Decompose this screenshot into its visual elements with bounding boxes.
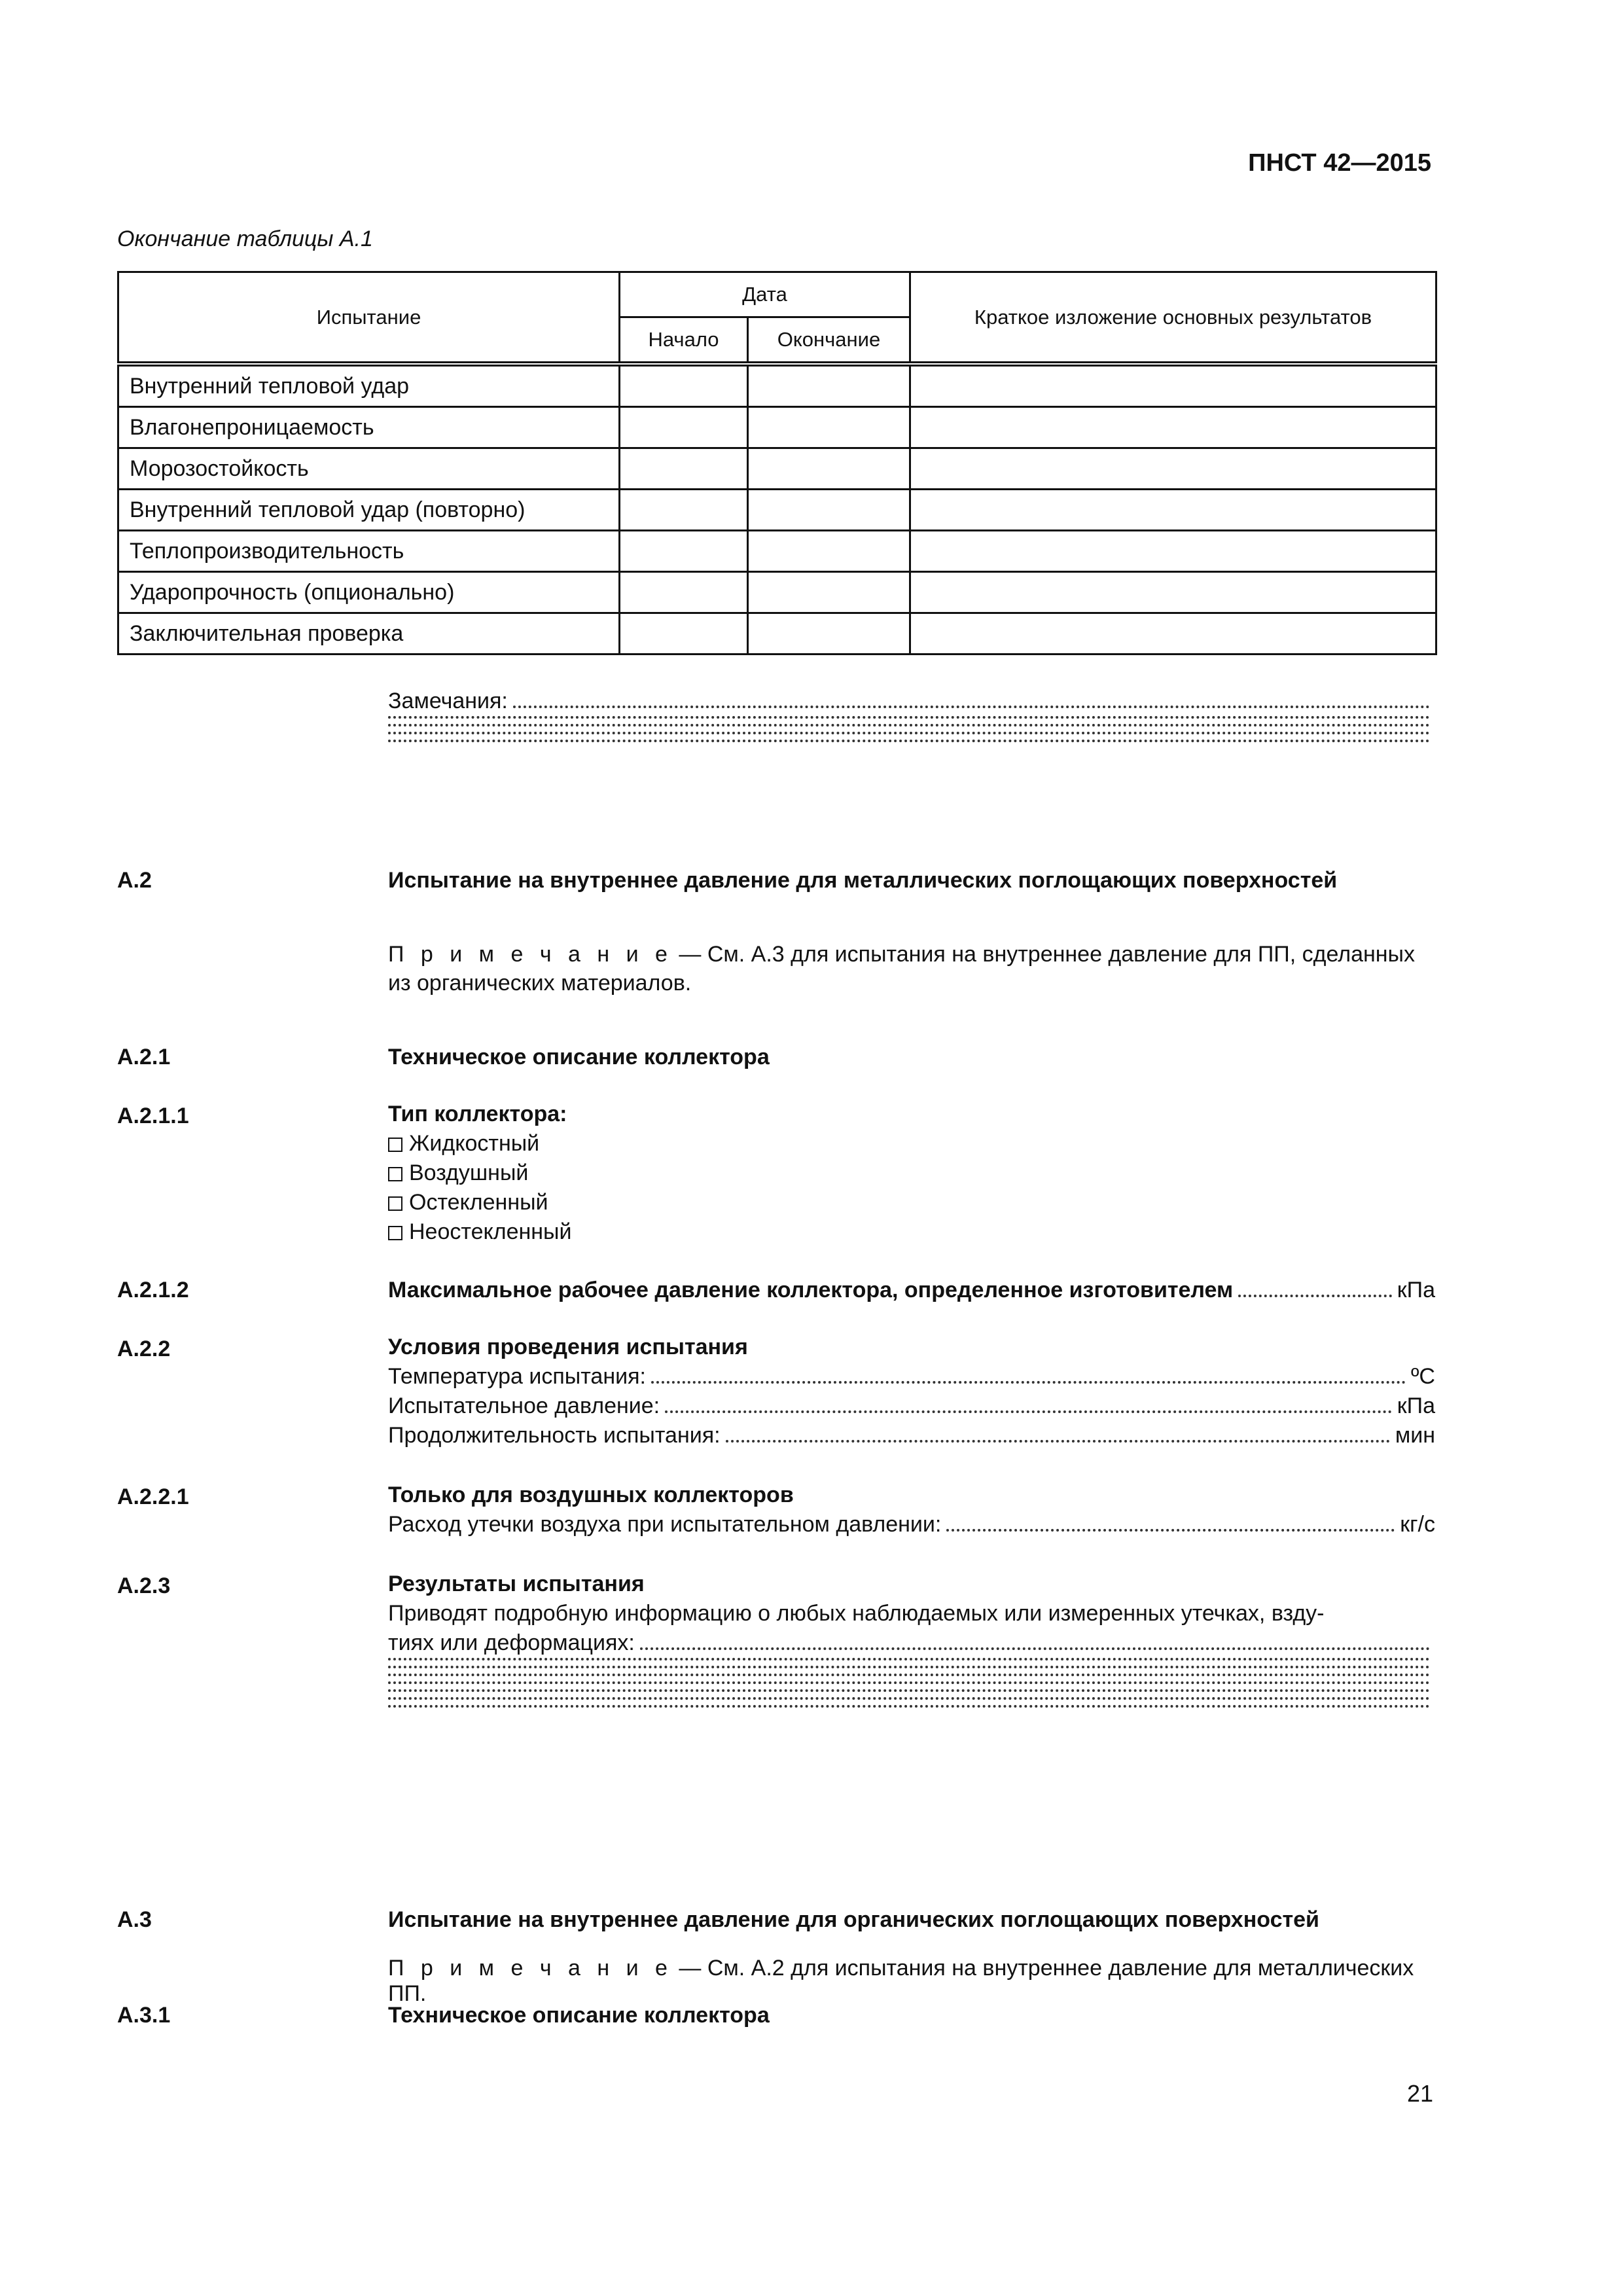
test-results-table bbox=[117, 271, 1437, 655]
col-header-summary: Краткое изложение основных результатов bbox=[910, 272, 1436, 365]
table-row bbox=[118, 572, 1436, 613]
section-title: Техническое описание коллектора bbox=[388, 2003, 770, 2028]
table-row bbox=[118, 490, 1436, 531]
col-header-end: Окончание bbox=[748, 317, 910, 365]
section-number: А.2.2 bbox=[117, 1336, 171, 1361]
section-title: Результаты испытания bbox=[388, 1571, 645, 1596]
max-pressure-line[interactable] bbox=[388, 1278, 1435, 1303]
test-results-block bbox=[388, 1570, 1435, 1713]
row-test-name: Теплопроизводительность bbox=[118, 531, 620, 572]
remarks-label: Замечания: bbox=[388, 689, 508, 713]
col-header-date: Дата bbox=[620, 272, 910, 317]
table-row bbox=[118, 407, 1436, 448]
section-number: А.2.1 bbox=[117, 1045, 171, 1069]
option-air[interactable]: Воздушный bbox=[388, 1158, 1435, 1188]
cell-start[interactable] bbox=[620, 490, 748, 531]
row-test-name: Влагонепроницаемость bbox=[118, 407, 620, 448]
note-label: П р и м е ч а н и е bbox=[388, 1956, 673, 1981]
section-note bbox=[388, 1956, 1435, 2007]
results-line[interactable] bbox=[388, 1681, 1435, 1689]
row-test-name: Ударопрочность (опционально) bbox=[118, 572, 620, 613]
cell-summary[interactable] bbox=[910, 572, 1436, 613]
checkbox[interactable] bbox=[388, 1167, 402, 1181]
results-line[interactable] bbox=[388, 1689, 1435, 1697]
duration-line[interactable]: Продолжительность испытания: мин bbox=[388, 1421, 1435, 1450]
remarks-line[interactable] bbox=[388, 732, 1435, 740]
option-liquid[interactable]: Жидкостный bbox=[388, 1129, 1435, 1158]
section-title: Испытание на внутреннее давление для органических поглощающих поверхностей bbox=[388, 1907, 1319, 1932]
section-note bbox=[388, 940, 1435, 997]
section-number: А.3 bbox=[117, 1907, 152, 1932]
section-number: А.2.1.1 bbox=[117, 1103, 189, 1128]
col-header-test: Испытание bbox=[118, 272, 620, 365]
results-line[interactable] bbox=[388, 1697, 1435, 1705]
section-title: Техническое описание коллектора bbox=[388, 1045, 770, 1069]
table-row bbox=[118, 448, 1436, 490]
cell-summary[interactable] bbox=[910, 531, 1436, 572]
remarks-line[interactable] bbox=[388, 724, 1435, 732]
cell-end[interactable] bbox=[748, 531, 910, 572]
cell-start[interactable] bbox=[620, 448, 748, 490]
row-test-name: Внутренний тепловой удар (повторно) bbox=[118, 490, 620, 531]
air-leak-line[interactable]: Расход утечки воздуха при испытательном давлении: кг/с bbox=[388, 1510, 1435, 1539]
section-number: А.2 bbox=[117, 868, 152, 893]
cell-start[interactable] bbox=[620, 572, 748, 613]
section-title: Только для воздушных коллекторов bbox=[388, 1482, 794, 1507]
section-title: Максимальное рабочее давление коллектора, определенное изготовителем bbox=[388, 1278, 1234, 1302]
section-title: Условия проведения испытания bbox=[388, 1335, 748, 1359]
note-text: — См. А.2 для испытания на внутреннее давление для металлических ПП. bbox=[388, 1956, 1414, 2006]
remarks-line[interactable] bbox=[388, 686, 1435, 716]
cell-end[interactable] bbox=[748, 407, 910, 448]
results-line[interactable] bbox=[388, 1705, 1435, 1713]
row-test-name: Внутренний тепловой удар bbox=[118, 364, 620, 407]
section-number: А.2.1.2 bbox=[117, 1278, 189, 1302]
remarks-line[interactable] bbox=[388, 740, 1435, 747]
unit-label: кПа bbox=[1397, 1393, 1435, 1418]
cell-summary[interactable] bbox=[910, 364, 1436, 407]
pressure-line[interactable]: Испытательное давление: кПа bbox=[388, 1391, 1435, 1421]
cell-start[interactable] bbox=[620, 364, 748, 407]
cell-start[interactable] bbox=[620, 407, 748, 448]
unit-label: кг/с bbox=[1400, 1512, 1435, 1537]
test-conditions-block bbox=[388, 1333, 1435, 1450]
cell-end[interactable] bbox=[748, 448, 910, 490]
cell-summary[interactable] bbox=[910, 448, 1436, 490]
cell-summary[interactable] bbox=[910, 613, 1436, 655]
col-header-start: Начало bbox=[620, 317, 748, 365]
remarks-line[interactable] bbox=[388, 716, 1435, 724]
table-row bbox=[118, 613, 1436, 655]
collector-type-block bbox=[388, 1100, 1435, 1247]
table-row bbox=[118, 364, 1436, 407]
option-glazed[interactable]: Остекленный bbox=[388, 1188, 1435, 1217]
checkbox[interactable] bbox=[388, 1226, 402, 1240]
note-text: — См. А.3 для испытания на внутреннее давление для ПП, сделанных из органических материалов. bbox=[388, 942, 1415, 996]
section-title: Тип коллектора: bbox=[388, 1102, 567, 1126]
results-line[interactable]: тиях или деформациях: bbox=[388, 1628, 1435, 1658]
unit-label: кПа bbox=[1397, 1278, 1435, 1302]
cell-end[interactable] bbox=[748, 613, 910, 655]
checkbox[interactable] bbox=[388, 1196, 402, 1211]
cell-end[interactable] bbox=[748, 572, 910, 613]
cell-start[interactable] bbox=[620, 613, 748, 655]
results-line[interactable] bbox=[388, 1674, 1435, 1681]
table-caption: Окончание таблицы А.1 bbox=[117, 226, 373, 251]
section-number: А.2.3 bbox=[117, 1573, 171, 1598]
checkbox[interactable] bbox=[388, 1138, 402, 1152]
row-test-name: Заключительная проверка bbox=[118, 613, 620, 655]
cell-summary[interactable] bbox=[910, 490, 1436, 531]
document-code: ПНСТ 42—2015 bbox=[1248, 149, 1431, 177]
table-row bbox=[118, 531, 1436, 572]
cell-start[interactable] bbox=[620, 531, 748, 572]
cell-end[interactable] bbox=[748, 490, 910, 531]
temperature-line[interactable]: Температура испытания: ºС bbox=[388, 1362, 1435, 1391]
results-line[interactable] bbox=[388, 1666, 1435, 1674]
air-collectors-block bbox=[388, 1480, 1435, 1539]
cell-summary[interactable] bbox=[910, 407, 1436, 448]
results-instruction: Приводят подробную информацию о любых наблюдаемых или измеренных утечках, взду- bbox=[388, 1601, 1325, 1626]
remarks-block bbox=[388, 686, 1435, 747]
note-label: П р и м е ч а н и е bbox=[388, 942, 673, 967]
cell-end[interactable] bbox=[748, 364, 910, 407]
page-number: 21 bbox=[1406, 2080, 1433, 2107]
option-unglazed[interactable]: Неостекленный bbox=[388, 1217, 1435, 1247]
section-number: А.3.1 bbox=[117, 2003, 171, 2028]
section-number: А.2.2.1 bbox=[117, 1484, 189, 1509]
unit-label: ºС bbox=[1411, 1364, 1435, 1389]
results-line[interactable] bbox=[388, 1658, 1435, 1666]
unit-label: мин bbox=[1395, 1423, 1435, 1448]
section-title: Испытание на внутреннее давление для металлических поглощающих поверхностей bbox=[388, 868, 1338, 893]
row-test-name: Морозостойкость bbox=[118, 448, 620, 490]
